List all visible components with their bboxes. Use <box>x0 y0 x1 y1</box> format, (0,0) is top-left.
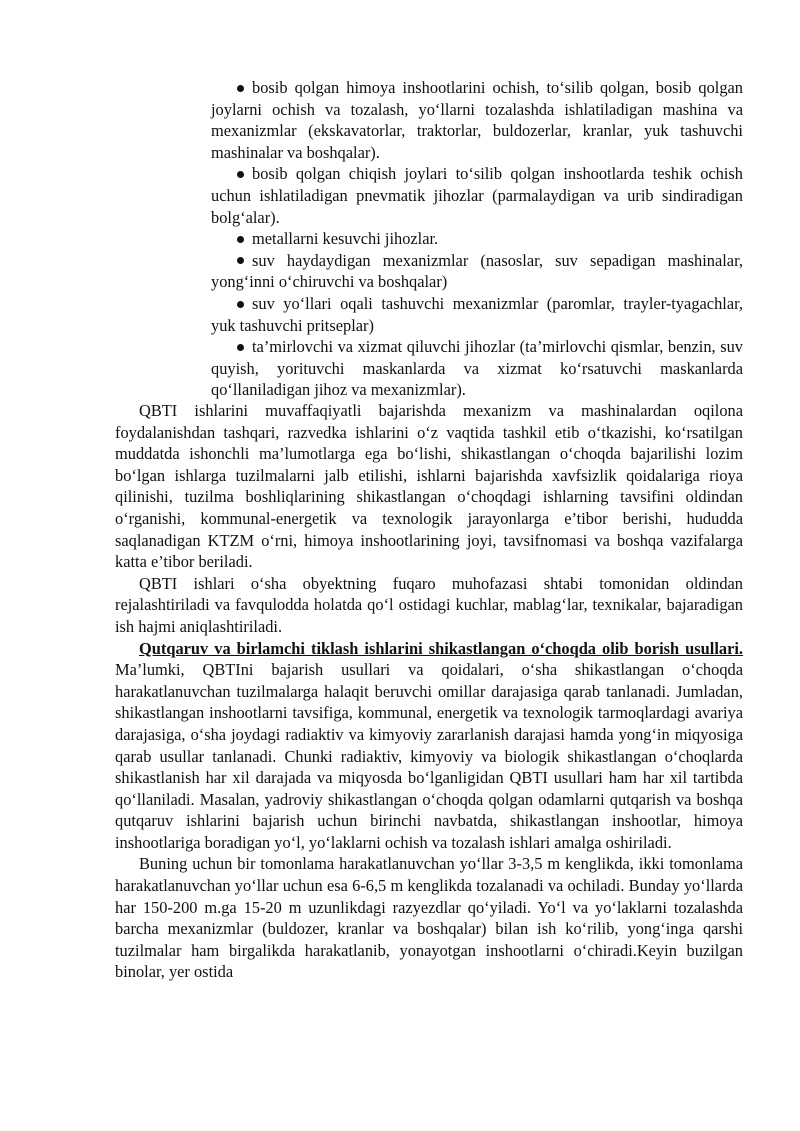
body-text <box>115 400 743 983</box>
paragraph-road-clearing: Buning uchun bir tomonlama harakatlanuvchan yo‘llar 3-3,5 m kenglikda, ikki tomonlama harakatlanuvchan yo‘llar uchun esa 6-6,5 m kenglikda tozalanadi va ochiladi. Bunday yo‘llarda har 150-200 m.ga 15-20 m uzunlikdagi razyezdlar qo‘yiladi. Yo‘l va yo‘laklarni tozalashda barcha mexanizmlar (buldozer, kranlar va boshqalar) bilan ish ko‘rilib, yong‘inga qarshi tuzilmalar ham birgalikda harakatlanib, yonayotgan inshootlarni o‘chiradi.Keyin buzilgan binolar, yer ostida <box>115 854 743 982</box>
bullet-text: suv yo‘llari oqali tashuvchi mexanizmlar (paromlar, trayler-tyagachlar, yuk tashuvchi pritseplar) <box>211 293 743 335</box>
bullet-item-waterway-transport <box>211 293 743 336</box>
bullet-item-metal-cutting <box>211 228 743 250</box>
bullet-item-pneumatic-tools <box>211 163 743 228</box>
bullet-item-rescue-machines <box>211 77 743 163</box>
equipment-bullet-list <box>211 77 743 401</box>
paragraph-text: Ma’lumki, QBTIni bajarish usullari va qoidalari, o‘sha shikastlangan o‘choqda harakatlanuvchan tuzilmalarga halaqit beruvchi omillar darajasiga qarab tanlanadi. Jumladan, shikastlangan inshootlarni tavsifiga, kommunal, energetik va texnologik tarmoqlardagi avariya darajasiga, o‘sha joydagi radiaktiv va kimyoviy zararlanish darajasi hamda yong‘in miqyosiga qarab usullar tanlanadi. Chunki radiaktiv, kimyoviy va biologik shikastlangan o‘choqlarda shikastlanish har xil darajada va miqyosda bo‘lganligidan QBTI usullari ham har xil tartibda qo‘llaniladi. Masalan, yadroviy shikastlangan o‘choqda qolgan odamlarni qutqarish va boshqa qutqaruv ishlarini bajarish uchun birinchi navbatda, shikastlangan inshootlar, himoya inshootlariga boradigan yo‘l, yo‘laklarni ochish va tozalash ishlari amalga oshiriladi. <box>115 660 743 852</box>
paragraph-qbti-planning: QBTI ishlari o‘sha obyektning fuqaro muhofazasi shtabi tomonidan oldindan rejalashtiriladi va favqulodda holatda qo‘l ostidagi kuchlar, mablag‘lar, texnikalar, bajaradigan ish hajmi aniqlashtiriladi. <box>115 573 743 636</box>
bullet-dot-icon <box>237 171 244 178</box>
bullet-dot-icon <box>237 301 244 308</box>
bullet-text: metallarni kesuvchi jihozlar. <box>252 229 439 249</box>
bullet-item-water-pumping <box>211 250 743 293</box>
bullet-text: bosib qolgan chiqish joylari to‘silib qolgan inshootlarda teshik ochish uchun ishlatiladigan pnevmatik jihozlar (parmalaydigan va urib sindiradigan bolg‘alar). <box>211 164 743 227</box>
bullet-text: bosib qolgan himoya inshootlarini ochish, to‘silib qolgan, bosib qolgan joylarni ochish va tozalash, yo‘llarni tozalashda ishlatiladigan mashina va mexanizmlar (ekskavatorlar, traktorlar, buldozerlar, kranlar, yuk tashuvchi mashinalar va boshqalar). <box>211 78 743 162</box>
bullet-dot-icon <box>237 236 244 243</box>
bullet-dot-icon <box>237 85 244 92</box>
bullet-dot-icon <box>237 344 244 351</box>
bullet-text: suv haydaydigan mexanizmlar (nasoslar, suv sepadigan mashinalar, yong‘inni o‘chiruvchi va boshqalar) <box>211 250 743 292</box>
bullet-dot-icon <box>237 257 244 264</box>
paragraph-qbti-success: QBTI ishlarini muvaffaqiyatli bajarishda mexanizm va mashinalardan oqilona foydalanishdan tashqari, razvedka ishlarini o‘z vaqtida tashkil etib o‘tkazishi, ko‘rsatilgan muddatda ishonchli ma’lumotlarga ega bo‘lishi, shikastlangan o‘choqda bajarilishi lozim bo‘lgan ishlarga tuzilmalarni jalb etilishi, ishlarni bajarishda xavfsizlik qoidalariga rioya qilinishi, tuzilma boshliqlarining shikastlangan o‘choqdagi ishlarning tavsifini oldindan o‘rganishi, kommunal-energetik va texnologik jarayonlarga e’tibor berishi, hududda saqlanadigan KTZM o‘rni, himoya inshootlarining joyi, tavsifnomasi va boshqa vazifalarga katta e’tibor beriladi. <box>115 401 743 572</box>
bullet-text: ta’mirlovchi va xizmat qiluvchi jihozlar (ta’mirlovchi qismlar, benzin, suv quyish, yorituvchi maskanlarda va xizmat ko‘rsatuvchi maskanlarda qo‘llaniladigan jihoz va mexanizmlar). <box>211 337 743 400</box>
bullet-item-repair-equipment <box>211 336 743 401</box>
section-heading: Qutqaruv va birlamchi tiklash ishlarini shikastlangan o‘choqda olib borish usullari. <box>139 638 743 658</box>
paragraph-rescue-methods <box>115 638 743 854</box>
